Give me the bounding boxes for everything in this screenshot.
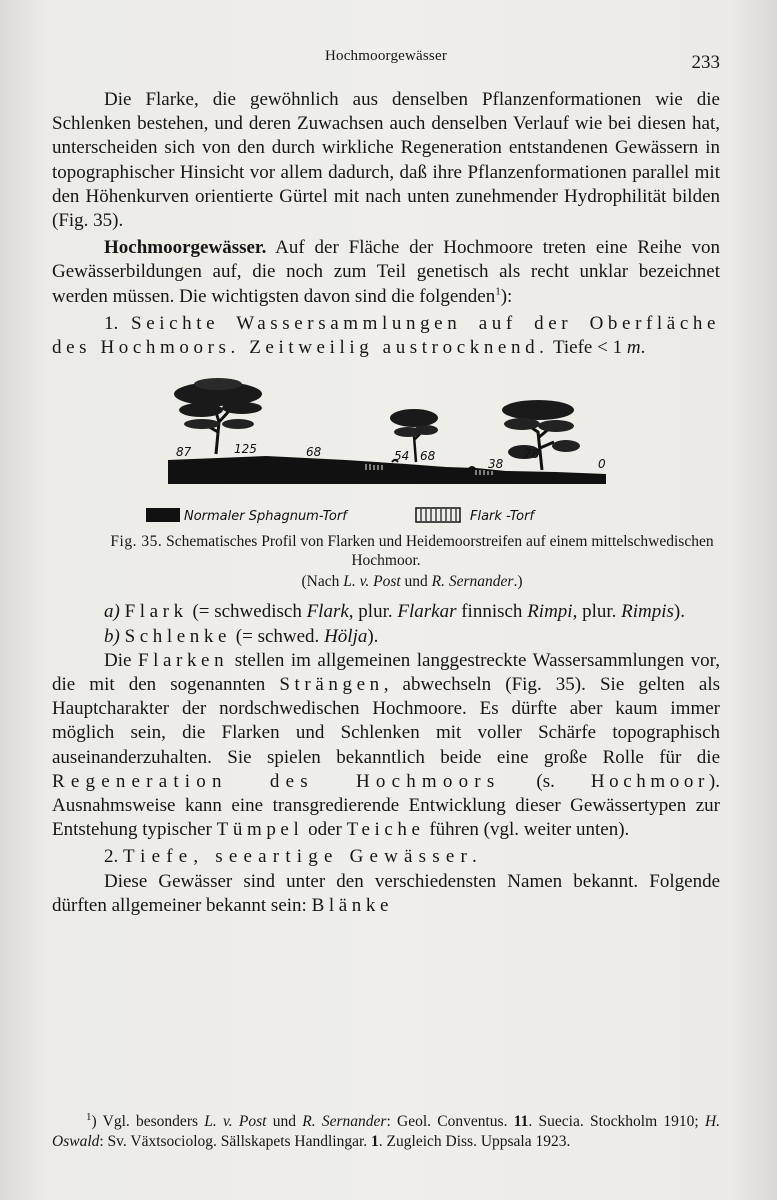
item-unit: m <box>626 337 641 359</box>
item-number: 2. <box>104 846 119 868</box>
item-text: (= schwedisch <box>187 601 307 623</box>
item-text: Tiefe < 1 <box>548 337 627 359</box>
spaced-term: Strängen <box>279 674 384 696</box>
author-post: L. v. Post <box>343 573 401 591</box>
spaced-term: Hochmoor <box>590 770 709 792</box>
item-word: Schlenke <box>124 625 232 647</box>
tree-icon <box>502 400 580 470</box>
footnote-volume: 1 <box>371 1132 379 1150</box>
depth-label: 68 <box>306 445 322 460</box>
paragraph-text: ). Ausnahmsweise kann eine transgredierende Entwicklung dieser Gewässertypen zur Entstehung typischer <box>52 770 720 841</box>
paragraph-seeartige <box>52 870 720 918</box>
depth-label: 0 <box>598 457 606 472</box>
depth-label: 68 <box>420 449 436 464</box>
footnote-part: : Geol. Conventus. <box>386 1113 514 1130</box>
list-item-2 <box>52 845 720 869</box>
footnote-author: R. Sernander <box>302 1113 387 1130</box>
spaced-term: Teiche <box>346 819 425 841</box>
footnote-author: L. v. Post <box>204 1113 267 1130</box>
spaced-term: Blänke <box>311 894 393 916</box>
legend-swatch-normal <box>146 508 180 522</box>
footnote-part: . Suecia. Stockholm 1910; <box>528 1113 705 1130</box>
figure-35 <box>52 372 720 594</box>
page-body <box>52 88 720 918</box>
footnote-author: H. Oswald <box>52 1113 721 1150</box>
attribution-prefix: (Nach <box>301 573 344 591</box>
caption-text: Schematisches Profil von Flarken und Heidemoorstreifen auf einem mittelschwedischen Hochmoor. <box>166 533 714 570</box>
footnote-ref: 1 <box>495 285 501 298</box>
item-italic: Flarkar <box>397 601 457 623</box>
depth-label: 87 <box>176 445 192 460</box>
depth-label: 54 <box>394 449 410 464</box>
paragraph-text: Diese Gewässer sind unter den verschiedensten Namen bekannt. Folgende dürften allgemeiner bekannt sein: <box>52 870 720 916</box>
legend-normal: Normaler Sphagnum-Torf <box>184 509 347 525</box>
depth-label: 38 <box>488 457 504 472</box>
figure-attribution <box>52 570 720 594</box>
attribution-and: und <box>400 573 432 591</box>
author-sernander: R. Sernander <box>431 573 514 591</box>
spaced-term: Tümpel <box>216 819 304 841</box>
item-text: ). <box>367 625 379 647</box>
paragraph-text: führen (vgl. weiter unten). <box>424 819 630 841</box>
item-word: Flark <box>124 601 188 623</box>
item-number: 1. <box>104 312 119 334</box>
paragraph-text: oder <box>303 819 347 841</box>
item-italic: Hölja <box>324 625 368 647</box>
item-end: . <box>640 337 646 359</box>
list-item-b <box>52 625 720 649</box>
profile-illustration <box>146 372 626 532</box>
depth-label: 78 <box>524 447 540 462</box>
footnote-part: ) Vgl. besonders <box>91 1113 205 1130</box>
footnote-number: 1 <box>86 1110 92 1123</box>
item-label: b) <box>104 625 120 647</box>
paragraph-text: Die <box>104 649 138 671</box>
paragraph-hochmoorgewaesser <box>52 236 720 309</box>
item-label: a) <box>104 601 120 623</box>
figure-caption <box>52 532 720 570</box>
legend-flark: Flark -Torf <box>470 509 535 525</box>
footnote <box>52 1112 720 1151</box>
item-text: ). <box>673 601 685 623</box>
paragraph-flarken <box>52 649 720 843</box>
spaced-term: Regeneration des Hochmoors <box>52 770 501 792</box>
footnote-part: und <box>266 1113 303 1130</box>
paragraph-flarke: Die Flarke, die gewöhnlich aus denselben Pflanzenformationen wie die Schlenken bestehen, und deren Zuwachsen auch denselben Verlauf wie bei diesen hat, unterscheiden sich von den durch wirkliche Regeneration entstandenen Gewässern in topographischer Hinsicht vor allem dadurch, daß ihre Pflanzenformationen parallel mit den Höhenkurven orientierte Gürtel mit nach unten zunehmender Hydrophilität bilden (Fig. 35). <box>52 89 720 232</box>
item-spaced-heading: Tiefe, seeartige Gewässer. <box>123 846 483 868</box>
item-italic: Rimpi <box>527 601 573 623</box>
legend-swatch-flark <box>416 508 460 522</box>
attribution-suffix: .) <box>513 573 523 591</box>
footnote-volume: 11 <box>513 1113 529 1130</box>
spaced-term: Flarken <box>137 649 229 671</box>
page-number: 233 <box>691 52 720 73</box>
list-item-1 <box>52 312 720 360</box>
list-item-a <box>52 600 720 624</box>
paragraph-text: Auf der Fläche der Hochmoore treten eine Reihe von Gewässerbildungen auf, die noch zum Teil genetisch als recht unklar bezeichnet werden müssen. Die wichtigsten davon sind die folgenden <box>52 237 720 307</box>
footnote-text <box>52 1112 720 1151</box>
item-text: finnisch <box>456 601 528 623</box>
footnote-part: : Sv. Växtsociolog. Sällskapets Handlingar. <box>99 1132 372 1150</box>
paragraph-text: stellen im allgemeinen langgestreckte Wassersammlungen vor, die mit den sogenannten <box>52 649 720 696</box>
paragraph-text: (s. <box>500 770 591 792</box>
item-italic: Rimpis <box>621 601 674 623</box>
footnote-part: . Zugleich Diss. Uppsala 1923. <box>378 1132 571 1150</box>
paragraph-text: , abwechseln (Fig. 35). Sie gelten als Hauptcharakter der nordschwedischen Hochmoore. Es dürfte aber kaum immer möglich sein, die Flarken und Schlenken mit voller Schärfe topographisch auseinanderzuhalten. Sie spielen bekanntlich beide eine große Rolle für die <box>52 674 720 768</box>
section-heading: Hochmoorgewässer. <box>104 237 267 259</box>
paragraph-tail: ): <box>500 285 513 307</box>
item-text: , plur. <box>348 601 398 623</box>
item-spaced-heading: Seichte Wassersammlungen auf der Oberfläche des Hochmoors. Zeitweilig austrocknend. <box>52 312 720 359</box>
caption-label: Fig. 35. <box>110 533 163 551</box>
page-header <box>52 48 720 72</box>
running-title: Hochmoorgewässer <box>324 48 448 64</box>
depth-label: 125 <box>234 442 257 457</box>
item-italic: Flark <box>306 601 349 623</box>
item-text: , plur. <box>572 601 622 623</box>
item-text: (= schwed. <box>231 625 325 647</box>
